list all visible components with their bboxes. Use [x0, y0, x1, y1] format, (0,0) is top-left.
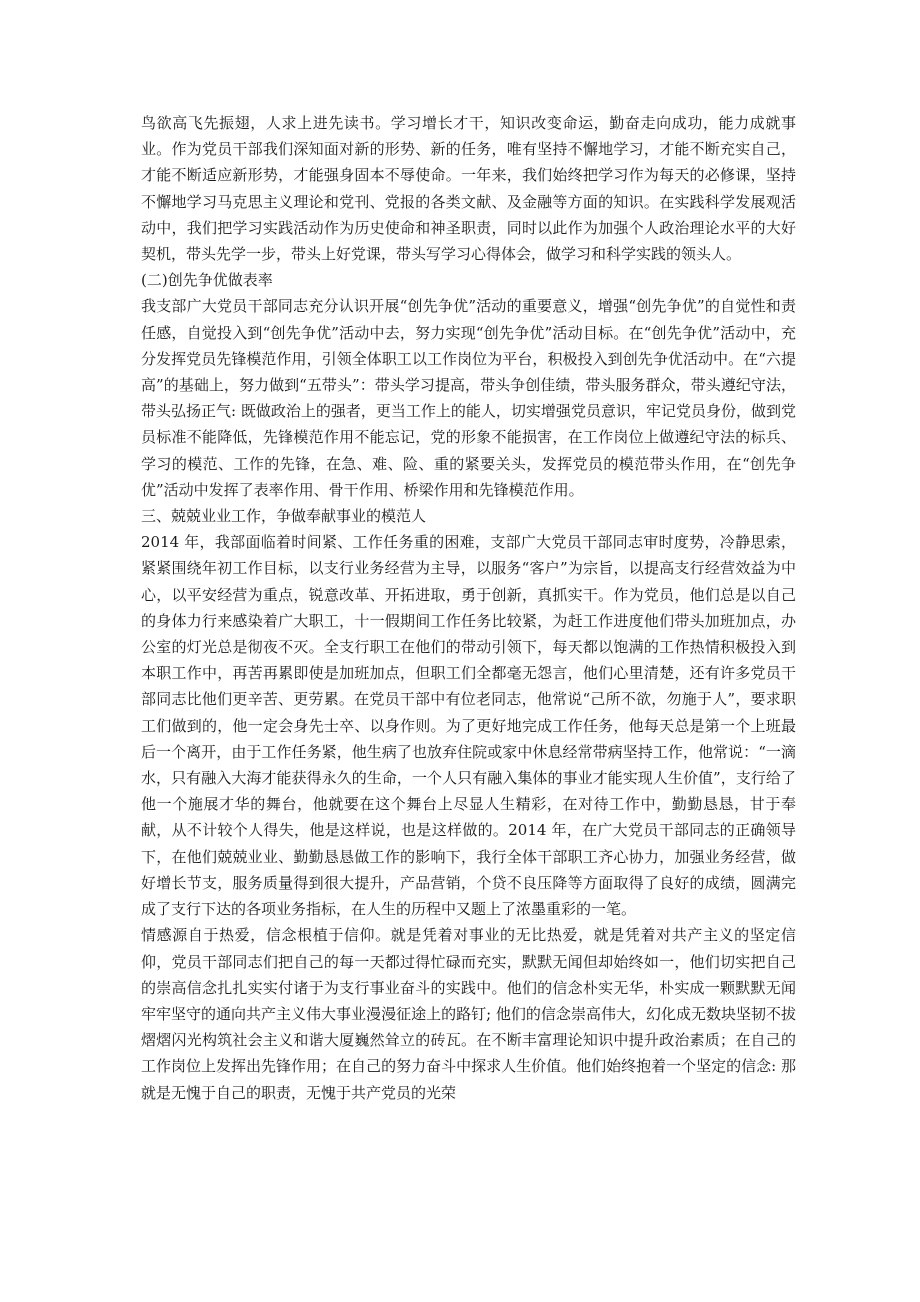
paragraph-belief: 情感源自于热爱，信念根植于信仰。就是凭着对事业的无比热爱，就是凭着对共产主义的坚定信仰，党员干部同志们把自己的每一天都过得忙碌而充实，默默无闻但却始终如一，他们切实把自己的崇高信念扎扎实实付诸于为支行事业奋斗的实践中。他们的信念朴实无华，朴实成一颗默默无闻牢牢坚守的通向共产主义伟大事业漫漫征途上的路钉; 他们的信念崇高伟大，幻化成无数块坚韧不拔熠熠闪光构筑社会主义和谐大厦巍然耸立的砖瓦。在不断丰富理论知识中提升政治素质；在自己的工作岗位上发挥出先锋作用；在自己的努力奋斗中探求人生价值。他们始终抱着一个坚定的信念: 那就是无愧于自己的职责，无愧于共产党员的光荣 — [141, 926, 796, 1102]
paragraph-self-study: 鸟欲高飞先振翅，人求上进先读书。学习增长才干，知识改变命运，勤奋走向成功，能力成就事业。作为党员干部我们深知面对新的形势、新的任务，唯有坚持不懈地学习，才能不断充实自己，才能不断适应新形势，才能强身固本不辱使命。一年来，我们始终把学习作为每天的必修课，坚持不懈地学习马克思主义理论和党刊、党报的各类文献、及金融等方面的知识。在实践科学发展观活动中，我们把学习实践活动作为历史使命和神圣职责，同时以此作为加强个人政治理论水平的大好契机，带头先学一步，带头上好党课，带头写学习心得体会，做学习和科学实践的领头人。 — [141, 114, 796, 264]
section-heading-dedication: 三、兢兢业业工作，争做奉献事业的模范人 — [141, 507, 427, 526]
document-body — [141, 110, 796, 1106]
paragraph-dedication: 2014 年，我部面临着时间紧、工作任务重的困难，支部广大党员干部同志审时度势，冷静思索，紧紧围绕年初工作目标，以支行业务经营为主导，以服务“客户”为宗旨，以提高支行经营效益为中心，以平安经营为重点，锐意改革、开拓进取，勇于创新，真抓实干。作为党员，他们总是以自己的身体力行来感染着广大职工，十一假期间工作任务比较紧，为赶工作进度他们带头加班加点，办公室的灯光总是彻夜不灭。全支行职工在他们的带动引领下，每天都以饱满的工作热情积极投入到本职工作中，再苦再累即使是加班加点，但职工们全都毫无怨言，他们心里清楚，还有许多党员干部同志比他们更辛苦、更劳累。在党员干部中有位老同志，他常说“己所不欲，勿施于人”，要求职工们做到的，他一定会身先士卒、以身作则。为了更好地完成工作任务，他每天总是第一个上班最后一个离开，由于工作任务紧，他生病了也放弃住院或家中休息经常带病坚持工作，他常说：“一滴水，只有融入大海才能获得永久的生命，一个人只有融入集体的事业才能实现人生价值”，支行给了他一个施展才华的舞台，他就要在这个舞台上尽显人生精彩，在对待工作中，勤勤恳恳，甘于奉献，从不计较个人得失，他是这样说，也是这样做的。2014 年，在广大党员干部同志的正确领导下，在他们兢兢业业、勤勤恳恳做工作的影响下，我行全体干部职工齐心协力，加强业务经营，做好增长节支，服务质量得到很大提升，产品营销，个贷不良压降等方面取得了良好的成绩，圆满完成了支行下达的各项业务指标，在人生的历程中又题上了浓墨重彩的一笔。 — [141, 533, 796, 919]
section-heading-excellence: (二)创先争优做表率 — [141, 271, 273, 290]
paragraph-excellence: 我支部广大党员干部同志充分认识开展“创先争优”活动的重要意义，增强“创先争优”的自觉性和责任感，自觉投入到“创先争优”活动中去，努力实现“创先争优”活动目标。在“创先争优”活动中，充分发挥党员先锋模范作用，引领全体职工以工作岗位为平台，积极投入到创先争优活动中。在“六提高”的基础上，努力做到“五带头”：带头学习提高，带头争创佳绩，带头服务群众，带头遵纪守法，带头弘扬正气: 既做政治上的强者，更当工作上的能人，切实增强党员意识，牢记党员身份，做到党员标准不能降低，先锋模范作用不能忘记，党的形象不能损害，在工作岗位上做遵纪守法的标兵、学习的模范、工作的先锋，在急、难、险、重的紧要关头，发挥党员的模范带头作用，在“创先争优”活动中发挥了表率作用、骨干作用、桥梁作用和先锋模范作用。 — [141, 297, 796, 499]
